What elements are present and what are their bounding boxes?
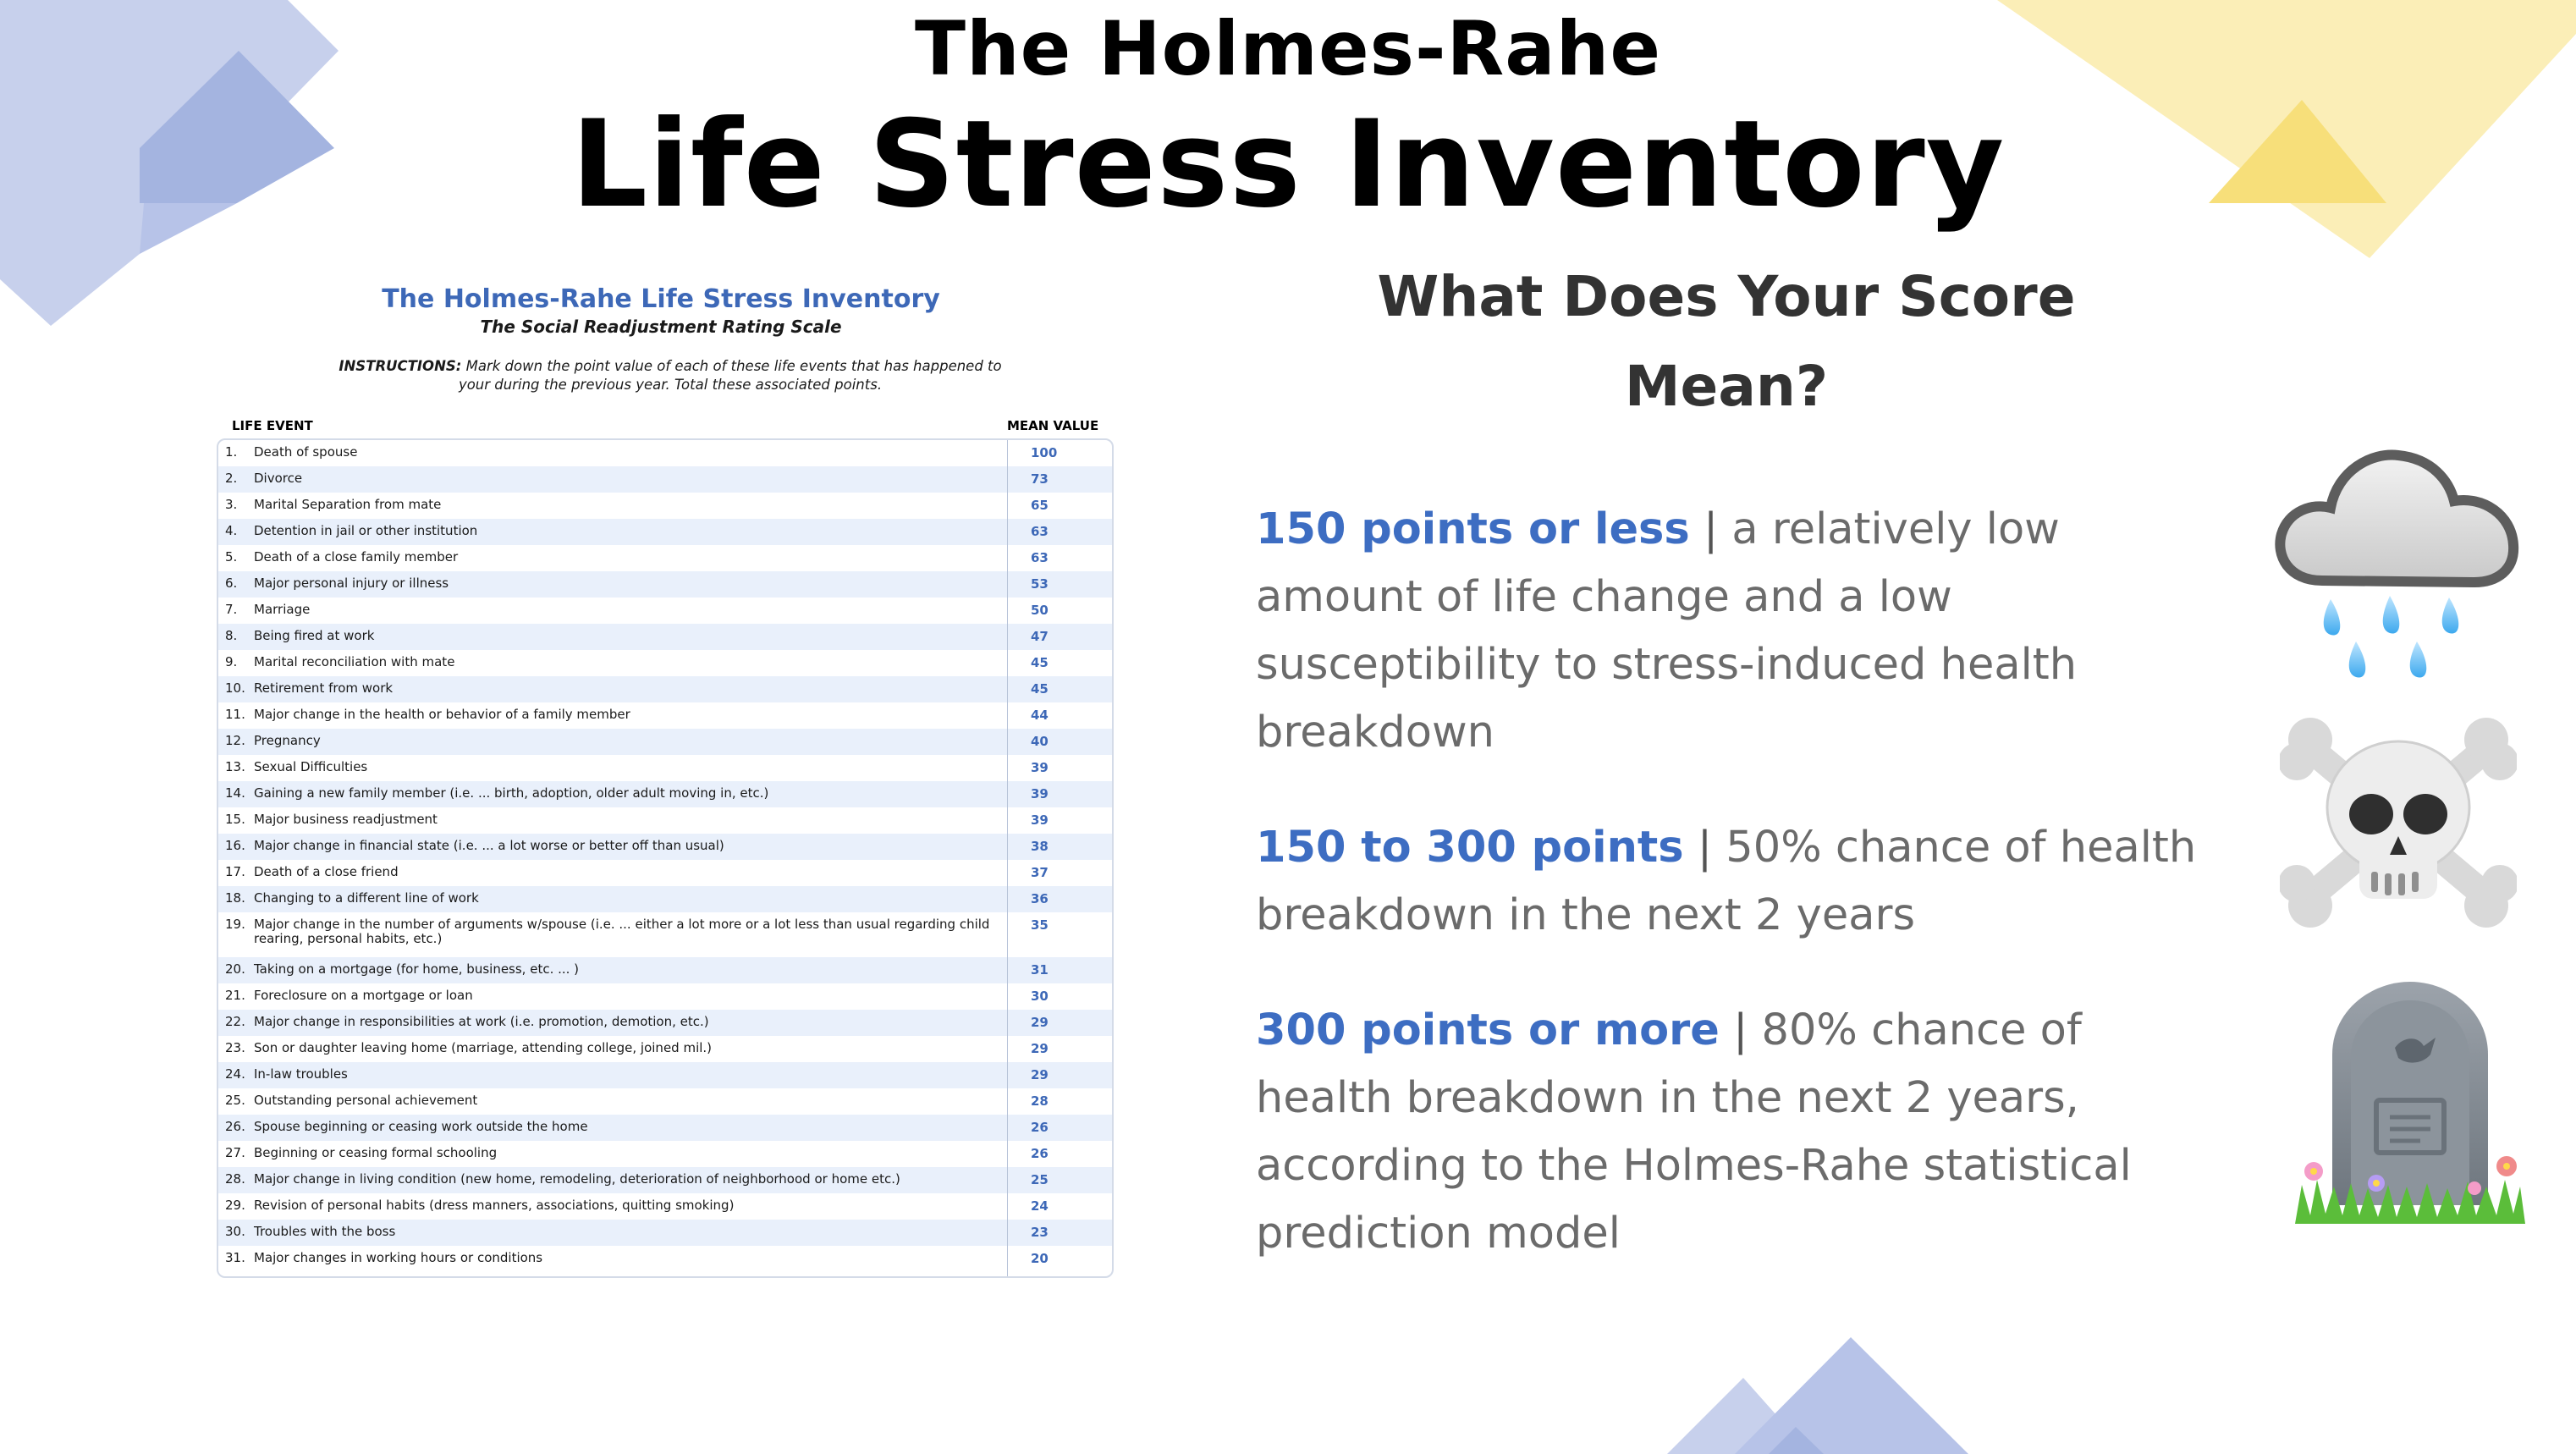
row-number: 8.: [225, 628, 238, 643]
table-row: [218, 1115, 1112, 1141]
life-event-cell: [225, 1251, 995, 1265]
mean-value-cell: 39: [1031, 786, 1049, 801]
row-number: 21.: [225, 988, 245, 1003]
table-row: [218, 912, 1112, 957]
row-number: 17.: [225, 864, 245, 879]
skull-crossbones-icon: [2280, 706, 2517, 936]
life-event-cell: [225, 576, 995, 591]
score-range-high-text: 80% chance of health breakdown in the next 2 years, according to the Holmes-Rahe statistical prediction model: [1256, 1005, 2132, 1258]
table-row: [218, 650, 1112, 676]
event-text: Marital Separation from mate: [254, 497, 442, 512]
row-number: 2.: [225, 471, 238, 486]
column-header-value: MEAN VALUE: [1007, 418, 1099, 433]
page-title-line2: Life Stress Inventory: [570, 95, 2006, 234]
table-row: [218, 1193, 1112, 1220]
mean-value-cell: 29: [1031, 1067, 1049, 1082]
event-text: Changing to a different line of work: [254, 890, 479, 906]
row-number: 16.: [225, 838, 245, 853]
mean-value-cell: 26: [1031, 1146, 1049, 1161]
event-text: Major personal injury or illness: [254, 576, 449, 591]
score-range-mid-label: 150 to 300 points: [1256, 823, 1684, 873]
life-event-cell: [225, 550, 995, 565]
event-text: Major change in living condition (new home, remodeling, deterioration of neighborhood or home etc.): [254, 1171, 900, 1187]
event-text: Major change in responsibilities at work (i.e. promotion, demotion, etc.): [254, 1014, 709, 1029]
separator: |: [1703, 504, 1719, 554]
table-row: [218, 886, 1112, 912]
table-row: [218, 860, 1112, 886]
event-text: Sexual Difficulties: [254, 759, 368, 774]
life-event-cell: [225, 498, 995, 512]
mean-value-cell: 45: [1031, 681, 1049, 697]
row-number: 30.: [225, 1224, 245, 1239]
row-number: 12.: [225, 733, 245, 748]
mean-value-cell: 36: [1031, 891, 1049, 906]
table-row: [218, 807, 1112, 834]
event-text: Taking on a mortgage (for home, business, etc. ... ): [254, 961, 580, 977]
event-text: Major changes in working hours or conditions: [254, 1250, 543, 1265]
row-number: 28.: [225, 1171, 245, 1187]
event-text: Foreclosure on a mortgage or loan: [254, 988, 473, 1003]
life-event-cell: [225, 1015, 995, 1029]
row-number: 14.: [225, 785, 245, 801]
rain-cloud-icon: [2271, 420, 2525, 682]
row-number: 6.: [225, 576, 238, 591]
column-header-event: LIFE EVENT: [232, 418, 313, 433]
mean-value-cell: 65: [1031, 498, 1049, 513]
table-row: [218, 571, 1112, 598]
inventory-document: [196, 279, 1126, 1278]
table-row: [218, 1010, 1112, 1036]
document-instructions: [332, 357, 1009, 394]
mean-value-cell: 47: [1031, 629, 1049, 644]
life-event-cell: [225, 708, 995, 722]
life-event-cell: [225, 445, 995, 460]
life-event-cell: [225, 1093, 995, 1108]
mean-value-cell: 25: [1031, 1172, 1049, 1187]
mean-value-cell: 29: [1031, 1015, 1049, 1030]
table-row: [218, 493, 1112, 519]
mean-value-cell: 24: [1031, 1198, 1049, 1214]
row-number: 26.: [225, 1119, 245, 1134]
event-text: Major change in the health or behavior of a family member: [254, 707, 630, 722]
row-number: 7.: [225, 602, 238, 617]
event-text: Pregnancy: [254, 733, 321, 748]
row-number: 23.: [225, 1040, 245, 1055]
row-number: 25.: [225, 1093, 245, 1108]
event-text: In-law troubles: [254, 1066, 348, 1082]
event-text: Son or daughter leaving home (marriage, attending college, joined mil.): [254, 1040, 713, 1055]
life-event-cell: [225, 760, 995, 774]
table-row: [218, 440, 1112, 466]
table-row: [218, 1220, 1112, 1246]
life-event-cell: [225, 812, 995, 827]
event-text: Troubles with the boss: [254, 1224, 396, 1239]
table-row: [218, 834, 1112, 860]
row-number: 31.: [225, 1250, 245, 1265]
event-text: Major change in financial state (i.e. ... a lot worse or better off than usual): [254, 838, 724, 853]
life-event-cell: [225, 1172, 995, 1187]
mean-value-cell: 37: [1031, 865, 1049, 880]
row-number: 15.: [225, 812, 245, 827]
table-row: [218, 957, 1112, 983]
score-range-high: [1256, 997, 2229, 1268]
decor-shape-blue-bottom: [1599, 1303, 2023, 1454]
event-text: Divorce: [254, 471, 303, 486]
table-row: [218, 624, 1112, 650]
life-event-cell: [225, 603, 995, 617]
mean-value-cell: 45: [1031, 655, 1049, 670]
row-number: 13.: [225, 759, 245, 774]
life-event-cell: [225, 786, 995, 801]
mean-value-cell: 73: [1031, 471, 1049, 487]
event-text: Spouse beginning or ceasing work outside the home: [254, 1119, 588, 1134]
table-row: [218, 1036, 1112, 1062]
score-range-mid: [1256, 814, 2229, 950]
event-text: Outstanding personal achievement: [254, 1093, 478, 1108]
life-event-cell: [225, 655, 995, 669]
mean-value-cell: 26: [1031, 1120, 1049, 1135]
event-text: Marriage: [254, 602, 311, 617]
table-row: [218, 781, 1112, 807]
life-event-cell: [225, 1198, 995, 1213]
mean-value-cell: 31: [1031, 962, 1049, 978]
table-row: [218, 1246, 1112, 1272]
event-text: Death of a close family member: [254, 549, 459, 565]
event-text: Major change in the number of arguments w/spouse (i.e. ... either a lot more or a lot less than usual regarding child rearing, personal habits, etc.): [254, 917, 990, 946]
event-text: Major business readjustment: [254, 812, 438, 827]
table-row: [218, 1062, 1112, 1088]
mean-value-cell: 30: [1031, 989, 1049, 1004]
life-event-cell: [225, 1120, 995, 1134]
life-event-cell: [225, 962, 995, 977]
mean-value-cell: 63: [1031, 524, 1049, 539]
score-range-mid-text: 50% chance of health breakdown in the next 2 years: [1256, 823, 2197, 940]
instructions-text: Mark down the point value of each of these life events that has happened to your during the previous year. Total these associated points.: [458, 358, 1002, 393]
mean-value-cell: 39: [1031, 760, 1049, 775]
mean-value-cell: 50: [1031, 603, 1049, 618]
life-event-cell: [225, 891, 995, 906]
event-text: Death of a close friend: [254, 864, 399, 879]
row-number: 10.: [225, 680, 245, 696]
life-event-table: [217, 438, 1114, 1278]
event-text: Revision of personal habits (dress manners, associations, quitting smoking): [254, 1198, 735, 1213]
life-event-cell: [225, 471, 995, 486]
life-event-cell: [225, 524, 995, 538]
mean-value-cell: 20: [1031, 1251, 1049, 1266]
row-number: 18.: [225, 890, 245, 906]
document-subtitle: The Social Readjustment Rating Scale: [480, 317, 842, 337]
score-range-low: [1256, 496, 2229, 767]
score-range-low-text: a relatively low amount of life change and a low susceptibility to stress-induced health breakdown: [1256, 504, 2078, 757]
event-text: Detention in jail or other institution: [254, 523, 478, 538]
table-row: [218, 466, 1112, 493]
mean-value-cell: 29: [1031, 1041, 1049, 1056]
instructions-label: INSTRUCTIONS:: [339, 358, 462, 374]
row-number: 24.: [225, 1066, 245, 1082]
life-event-cell: [225, 1146, 995, 1160]
table-row: [218, 676, 1112, 702]
life-event-cell: [225, 989, 995, 1003]
mean-value-cell: 35: [1031, 917, 1049, 933]
row-number: 29.: [225, 1198, 245, 1213]
life-event-cell: [225, 681, 995, 696]
document-title: The Holmes-Rahe Life Stress Inventory: [382, 284, 940, 314]
row-number: 20.: [225, 961, 245, 977]
page-title-line1: The Holmes-Rahe: [914, 5, 1662, 92]
row-number: 4.: [225, 523, 238, 538]
life-event-cell: [225, 839, 995, 853]
mean-value-cell: 53: [1031, 576, 1049, 592]
event-text: Being fired at work: [254, 628, 375, 643]
score-question-heading: What Does Your Score Mean?: [1377, 264, 2076, 419]
event-text: Marital reconciliation with mate: [254, 654, 455, 669]
table-row: [218, 755, 1112, 781]
table-row: [218, 519, 1112, 545]
table-row: [218, 702, 1112, 729]
mean-value-cell: 44: [1031, 708, 1049, 723]
row-number: 22.: [225, 1014, 245, 1029]
separator: |: [1697, 823, 1713, 873]
table-row: [218, 1167, 1112, 1193]
table-row: [218, 598, 1112, 624]
table-row: [218, 729, 1112, 755]
row-number: 5.: [225, 549, 238, 565]
separator: |: [1733, 1005, 1748, 1055]
event-text: Gaining a new family member (i.e. ... birth, adoption, older adult moving in, etc.): [254, 785, 769, 801]
life-event-cell: [225, 1225, 995, 1239]
row-number: 27.: [225, 1145, 245, 1160]
row-number: 9.: [225, 654, 238, 669]
life-event-cell: [225, 629, 995, 643]
score-range-high-label: 300 points or more: [1256, 1005, 1720, 1055]
life-event-cell: [225, 917, 995, 946]
mean-value-cell: 100: [1031, 445, 1058, 460]
life-event-cell: [225, 1067, 995, 1082]
event-text: Death of spouse: [254, 444, 358, 460]
mean-value-cell: 23: [1031, 1225, 1049, 1240]
row-number: 1.: [225, 444, 238, 460]
row-number: 3.: [225, 497, 238, 512]
mean-value-cell: 38: [1031, 839, 1049, 854]
table-row: [218, 1141, 1112, 1167]
mean-value-cell: 40: [1031, 734, 1049, 749]
mean-value-cell: 63: [1031, 550, 1049, 565]
mean-value-cell: 28: [1031, 1093, 1049, 1109]
event-text: Retirement from work: [254, 680, 394, 696]
life-event-cell: [225, 865, 995, 879]
headstone-icon: [2295, 977, 2525, 1224]
event-text: Beginning or ceasing formal schooling: [254, 1145, 498, 1160]
life-event-cell: [225, 1041, 995, 1055]
score-range-low-label: 150 points or less: [1256, 504, 1690, 554]
life-event-cell: [225, 734, 995, 748]
row-number: 19.: [225, 917, 245, 932]
mean-value-cell: 39: [1031, 812, 1049, 828]
table-row: [218, 1088, 1112, 1115]
table-row: [218, 983, 1112, 1010]
row-number: 11.: [225, 707, 245, 722]
table-row: [218, 545, 1112, 571]
